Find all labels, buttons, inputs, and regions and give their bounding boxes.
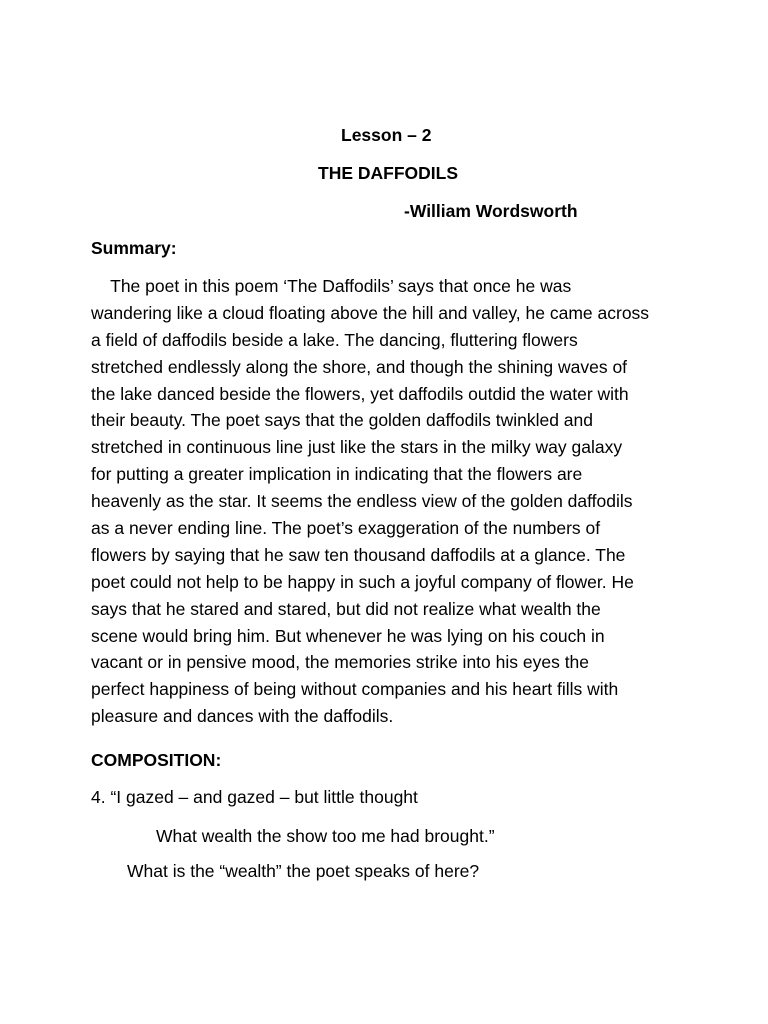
- summary-line: stretched in continuous line just like the stars in the milky way galaxy: [91, 437, 623, 458]
- summary-paragraph: [91, 273, 691, 730]
- summary-line: The poet in this poem ‘The Daffodils’ says that once he was: [91, 276, 572, 296]
- question-quote-line-1: 4. “I gazed – and gazed – but little thought: [91, 787, 418, 807]
- summary-line: stretched endlessly along the shore, and though the shining waves of: [91, 356, 628, 377]
- summary-line: pleasure and dances with the daffodils.: [91, 706, 394, 727]
- question-text: What is the “wealth” the poet speaks of here?: [127, 861, 480, 881]
- page-title: THE DAFFODILS: [318, 163, 458, 183]
- question-quote-line-2: What wealth the show too me had brought.”: [156, 826, 495, 846]
- summary-line: flowers by saying that he saw ten thousand daffodils at a glance. The: [91, 544, 626, 565]
- summary-line: their beauty. The poet says that the golden daffodils twinkled and: [91, 410, 594, 431]
- summary-line: as a never ending line. The poet’s exaggeration of the numbers of: [91, 518, 601, 539]
- author-name: -William Wordsworth: [404, 201, 578, 221]
- summary-line: heavenly as the star. It seems the endless view of the golden daffodils: [91, 491, 633, 512]
- composition-heading: COMPOSITION:: [91, 750, 222, 770]
- summary-line: says that he stared and stared, but did not realize what wealth the: [91, 598, 601, 619]
- summary-heading: Summary:: [91, 238, 177, 258]
- summary-line: a field of daffodils beside a lake. The dancing, fluttering flowers: [91, 329, 578, 350]
- summary-line: poet could not help to be happy in such a joyful company of flower. He: [91, 571, 634, 592]
- summary-line: wandering like a cloud floating above the hill and valley, he came across: [91, 302, 650, 323]
- summary-line: perfect happiness of being without companies and his heart fills with: [91, 679, 619, 700]
- lesson-number: Lesson – 2: [341, 125, 432, 145]
- summary-line: scene would bring him. But whenever he was lying on his couch in: [91, 625, 605, 646]
- summary-line: vacant or in pensive mood, the memories strike into his eyes the: [91, 652, 590, 673]
- summary-line: the lake danced beside the flowers, yet daffodils outdid the water with: [91, 383, 629, 404]
- summary-line: for putting a greater implication in indicating that the flowers are: [91, 464, 583, 485]
